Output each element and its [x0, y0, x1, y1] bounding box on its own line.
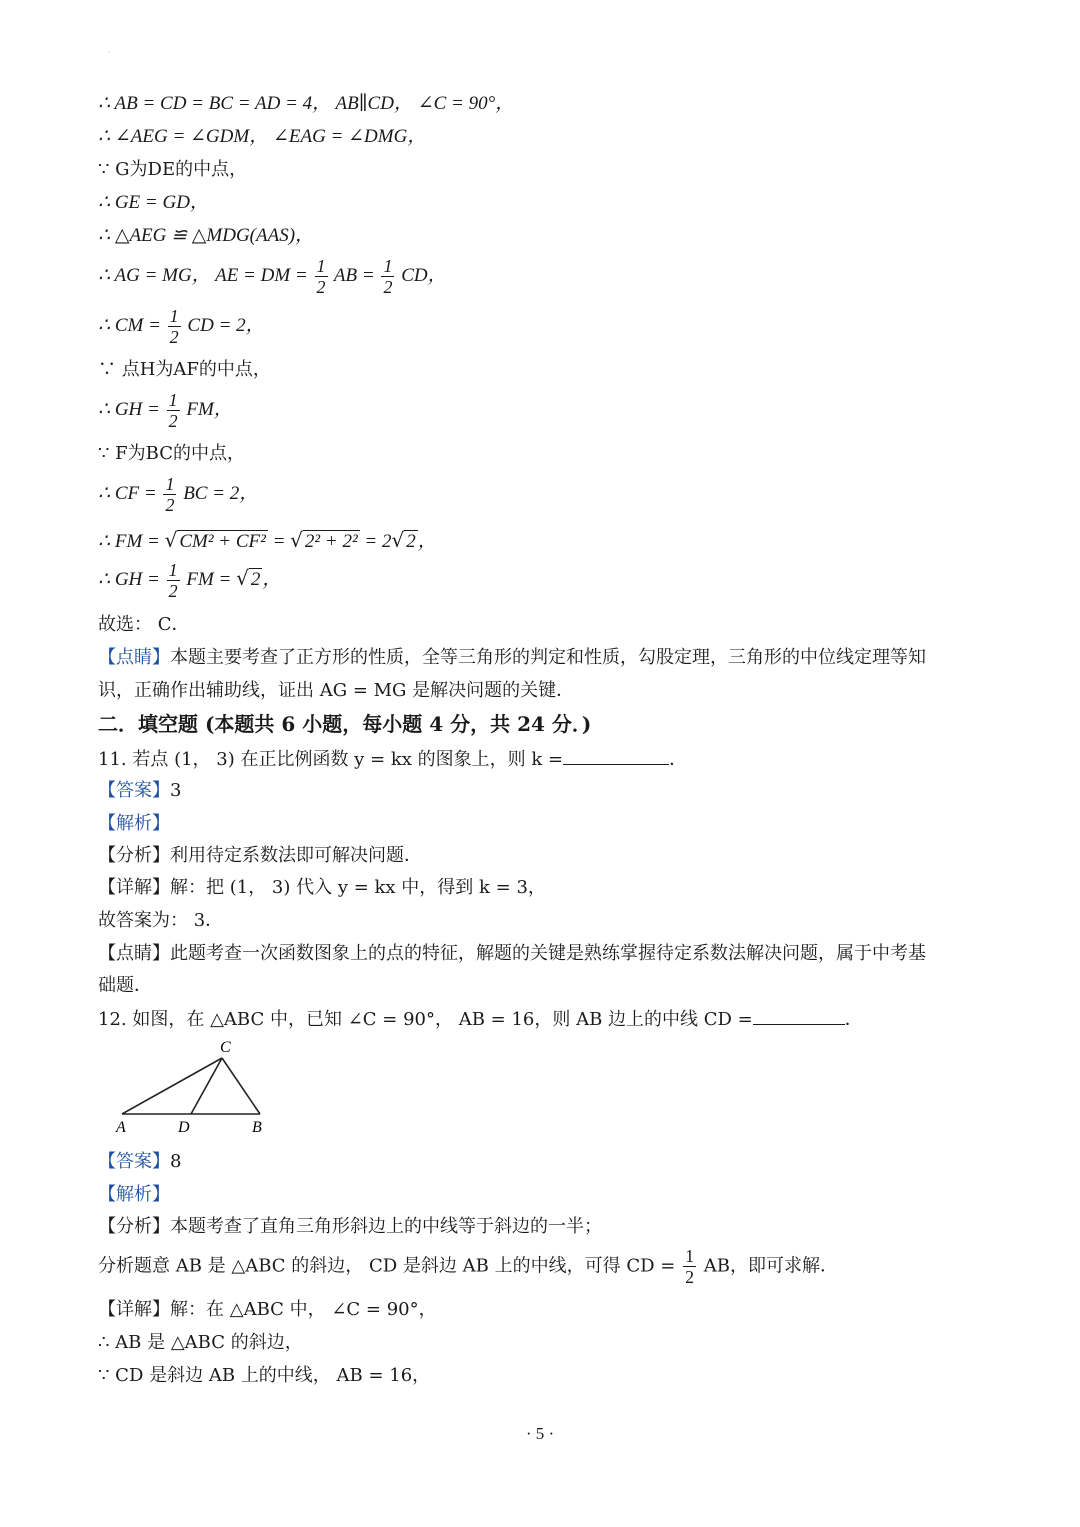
q11-dianjing-1: 【点睛】此题考查一次函数图象上的点的特征，解题的关键是熟练掌握待定系数法解决问题，属于中考基 [98, 943, 926, 964]
side-cb [222, 1058, 260, 1114]
q12-answer: 【答案】8 [98, 1151, 182, 1172]
dianjing-line-2: 识，正确作出辅助线，证出 AG = MG 是解决问题的关键． [98, 680, 575, 701]
solution-line-8: ∵ 点H为AF的中点， [98, 359, 271, 380]
solution-line-12: ∴ FM = √ CM² + CF² = √ 2² + 2² = 2√ 2 ， [98, 528, 437, 552]
solution-line-11: ∴ CF = $\frac{1}{2}$ BC = 2， [98, 474, 259, 515]
solution-line-2: ∴ ∠AEG = ∠GDM， ∠EAG = ∠DMG， [98, 126, 427, 147]
section-heading: 二．填空题 (本题共 6 小题，每小题 4 分，共 24 分．) [98, 712, 592, 736]
label-b: B [252, 1119, 262, 1136]
corner-mark: · [108, 48, 111, 57]
triangle-figure [112, 1036, 282, 1140]
solution-line-1: ∴ AB = CD = BC = AD = 4， AB∥CD， ∠C = 90°， [98, 93, 515, 114]
solution-line-7: ∴ CM = $\frac{1}{2}$ CD = 2， [98, 306, 265, 347]
solution-line-4: ∴ GE = GD， [98, 192, 209, 213]
q12-line-3: ∵ CD 是斜边 AB 上的中线， AB = 16， [98, 1365, 431, 1386]
q11-conclusion: 故答案为： 3． [98, 910, 224, 931]
dianjing-line-1: 【点睛】本题主要考查了正方形的性质，全等三角形的判定和性质，勾股定理，三角形的中位线定理等知 [98, 647, 926, 668]
solution-line-5: ∴ △AEG ≌ △MDG(AAS)， [98, 225, 315, 246]
q11-analysis-tag: 【解析】 [98, 813, 170, 834]
q12-analysis-tag: 【解析】 [98, 1184, 170, 1205]
q12-xiangjie: 【详解】解：在 △ABC 中， ∠C = 90°， [98, 1299, 437, 1320]
page-number: · 5 · [525, 1424, 555, 1443]
q11-answer: 【答案】3 [98, 780, 182, 801]
label-a: A [116, 1119, 126, 1136]
solution-line-9: ∴ GH = $\frac{1}{2}$ FM， [98, 390, 233, 431]
q12-fenxi-2: 分析题意 AB 是 △ABC 的斜边， CD 是斜边 AB 上的中线，可得 CD = $\frac{1}{2}$ AB，即可求解． [98, 1246, 839, 1287]
solution-line-13: ∴ GH = $\frac{1}{2}$ FM = √ 2 ， [98, 560, 282, 601]
q12-stem: 12. 如图，在 △ABC 中，已知 ∠C = 90°， AB = 16，则 AB 边上的中线 CD = ． [98, 1006, 863, 1032]
q11-fenxi: 【分析】利用待定系数法即可解决问题． [98, 845, 422, 866]
solution-line-3: ∵ G为DE的中点， [98, 159, 248, 180]
label-c: C [220, 1039, 231, 1056]
q11-dianjing-2: 础题． [98, 975, 152, 996]
solution-line-10: ∵ F为BC的中点， [98, 443, 245, 464]
label-d: D [178, 1119, 190, 1136]
q11-stem: 11. 若点 (1， 3) 在正比例函数 y = kx 的图象上，则 k = ． [98, 746, 687, 772]
choice-line: 故选： C． [98, 614, 190, 635]
q12-fenxi: 【分析】本题考查了直角三角形斜边上的中线等于斜边的一半； [98, 1216, 602, 1237]
q11-xiangjie: 【详解】解：把 (1， 3) 代入 y = kx 中，得到 k = 3， [98, 877, 546, 898]
solution-line-6: ∴ AG = MG， AE = DM = $\frac{1}{2}$ AB = $\frac{1}{2}$ CD， [98, 256, 447, 297]
q12-line-2: ∴ AB 是 △ABC 的斜边， [98, 1332, 303, 1353]
